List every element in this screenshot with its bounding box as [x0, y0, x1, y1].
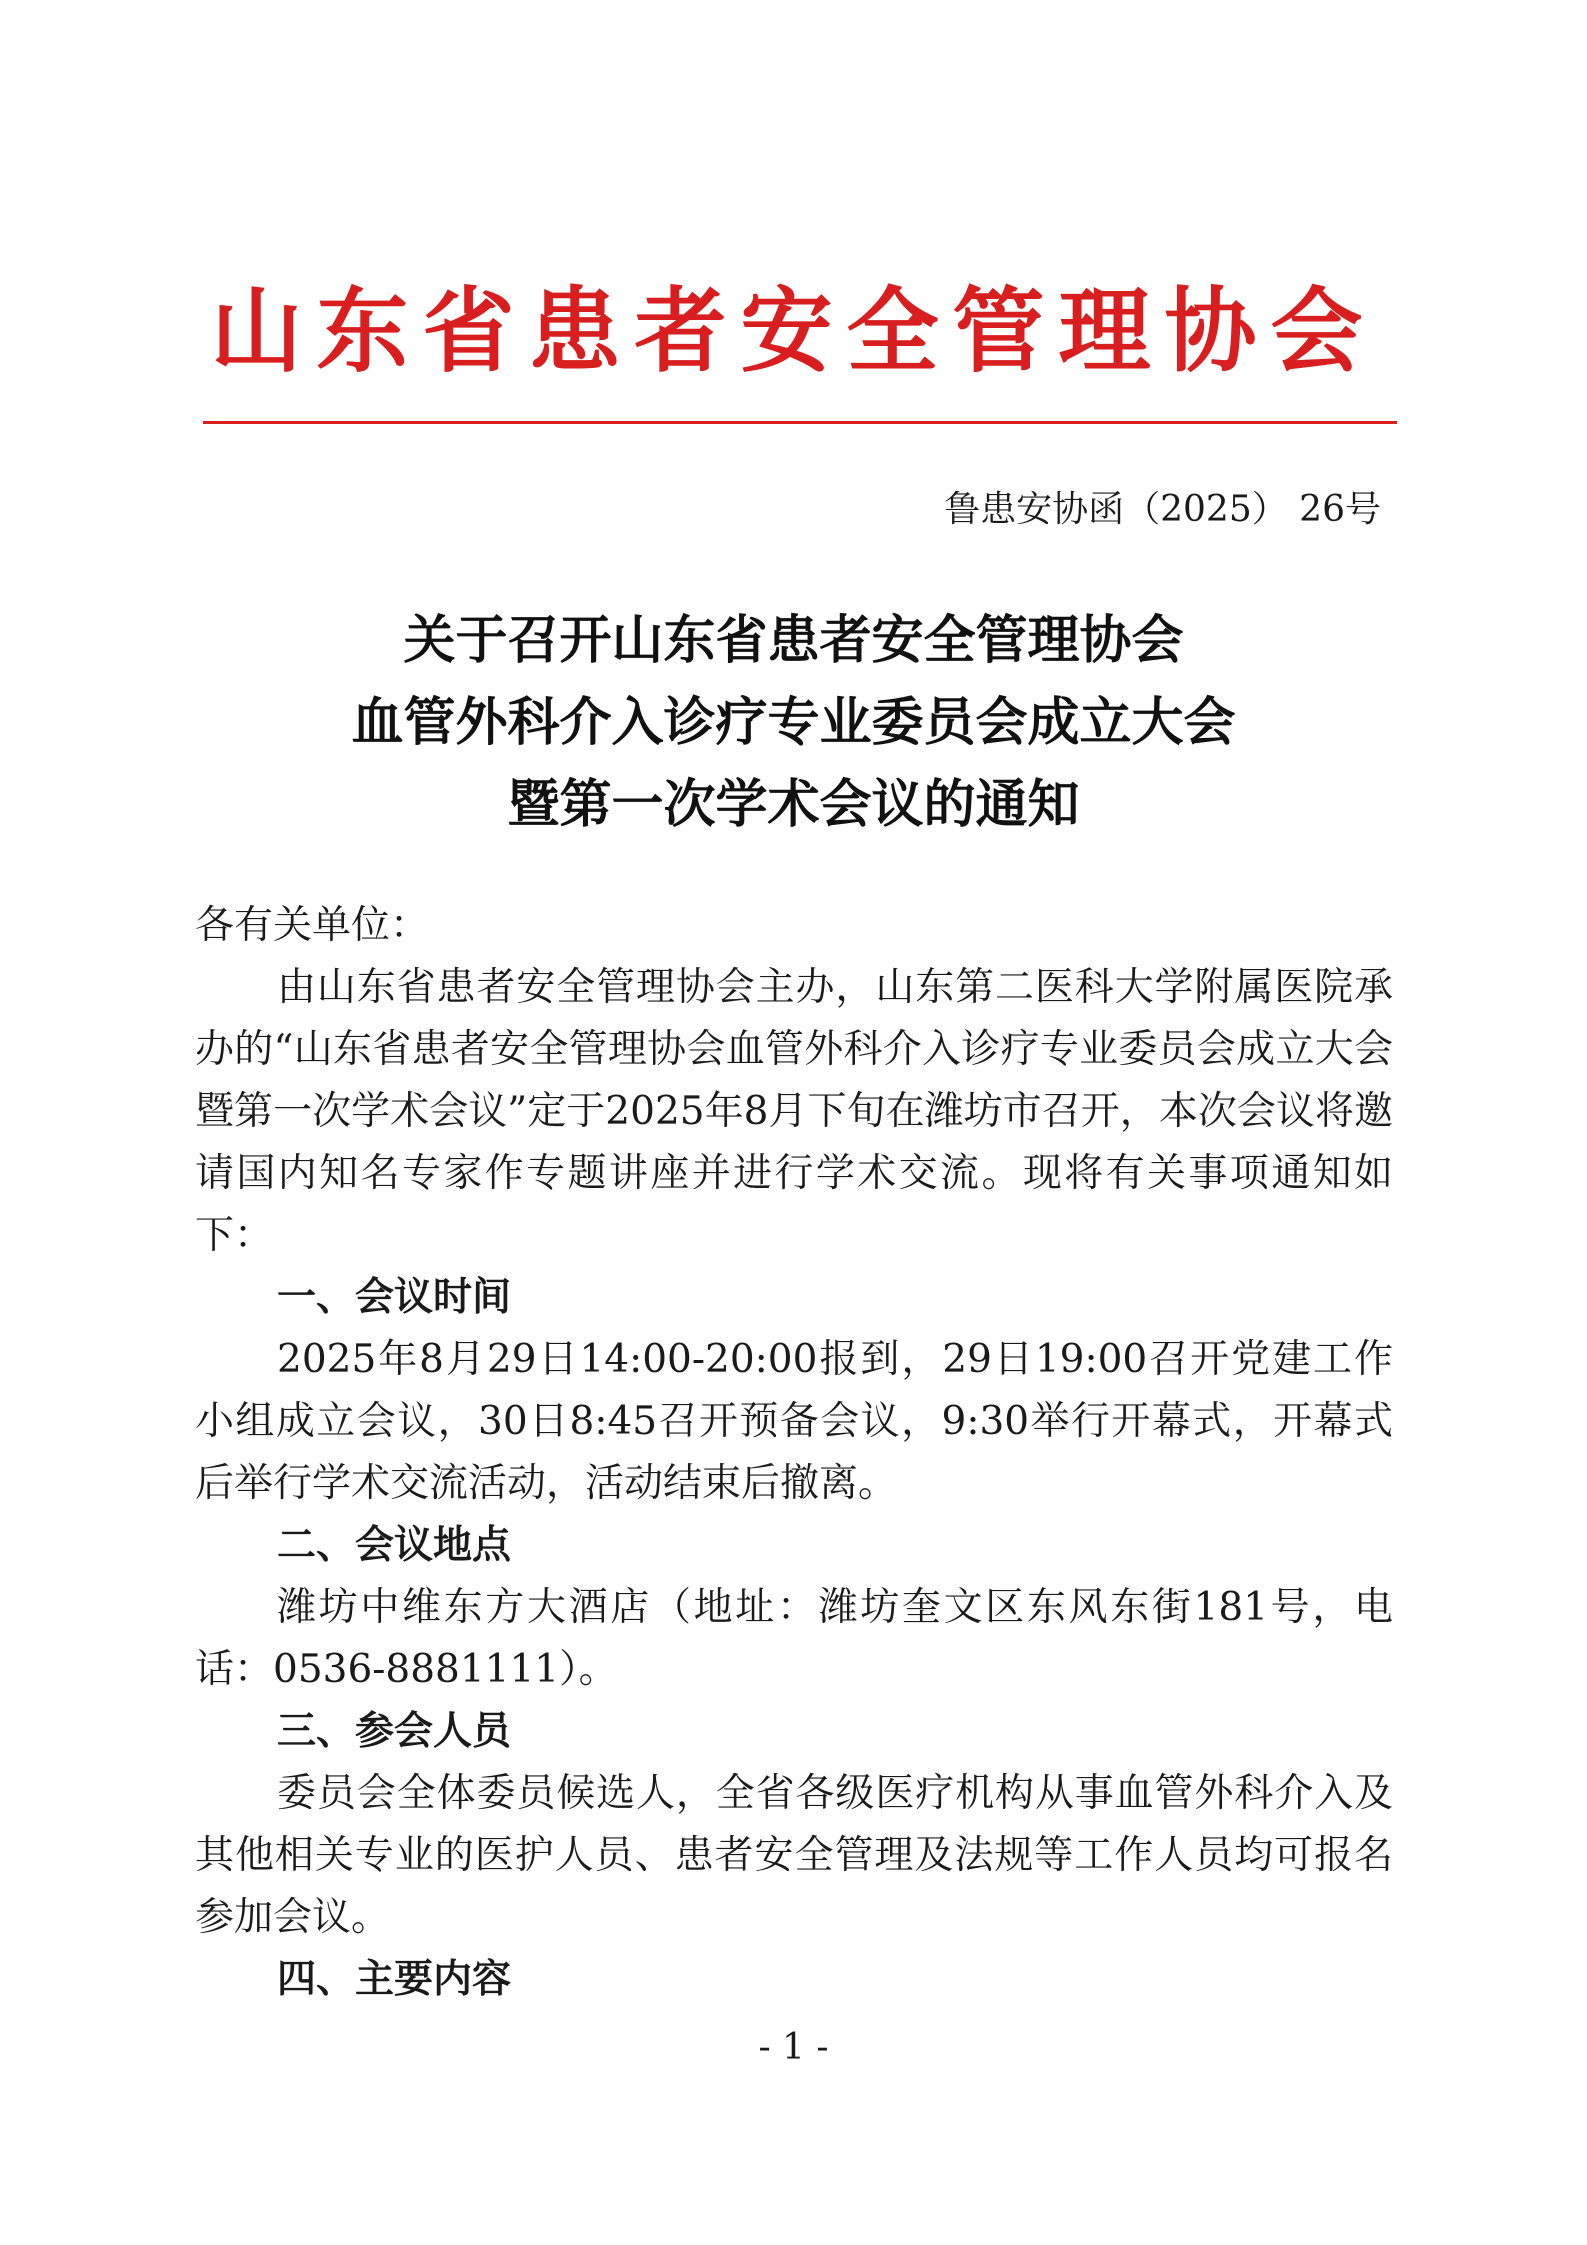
title-line-3: 暨第一次学术会议的通知 [507, 775, 1080, 835]
title-line-2: 血管外科介入诊疗专业委员会成立大会 [351, 693, 1236, 753]
page-number: - 1 - [758, 2027, 829, 2068]
section-heading-location: 二、会议地点 [277, 1523, 512, 1568]
document-number: 鲁患安协函（2025） 26号 [944, 489, 1381, 530]
section-heading-attendees: 三、参会人员 [277, 1709, 512, 1754]
section-content-time: 2025年8月29日14:00-20:00报到，29日19:00召开党建工作小组成立会议，30日8:45召开预备会议，9:30举行开幕式，开幕式后举行学术交流活动，活动结束后撤离。 [195, 1337, 1393, 1506]
document-body [195, 895, 1393, 2011]
intro-paragraph: 由山东省患者安全管理协会主办，山东第二医科大学附属医院承办的“山东省患者安全管理协会血管外科介入诊疗专业委员会成立大会暨第一次学术会议”定于2025年8月下旬在潍坊市召开，本次会议将邀请国内知名专家作专题讲座并进行学术交流。现将有关事项通知如下： [195, 965, 1393, 1258]
section-content-location: 潍坊中维东方大酒店（地址：潍坊奎文区东风东街181号，电话：0536-8881111）。 [195, 1585, 1393, 1692]
document-title [0, 600, 1587, 846]
salutation: 各有关单位： [195, 903, 430, 948]
section-heading-time: 一、会议时间 [277, 1275, 512, 1320]
section-content-attendees: 委员会全体委员候选人，全省各级医疗机构从事血管外科介入及其他相关专业的医护人员、患者安全管理及法规等工作人员均可报名参加会议。 [195, 1771, 1393, 1940]
letterhead-divider [203, 421, 1397, 424]
title-line-1: 关于召开山东省患者安全管理协会 [403, 611, 1184, 671]
letterhead-org-name: 山东省患者安全管理协会 [210, 278, 1377, 385]
section-heading-main-content: 四、主要内容 [277, 1957, 512, 2002]
